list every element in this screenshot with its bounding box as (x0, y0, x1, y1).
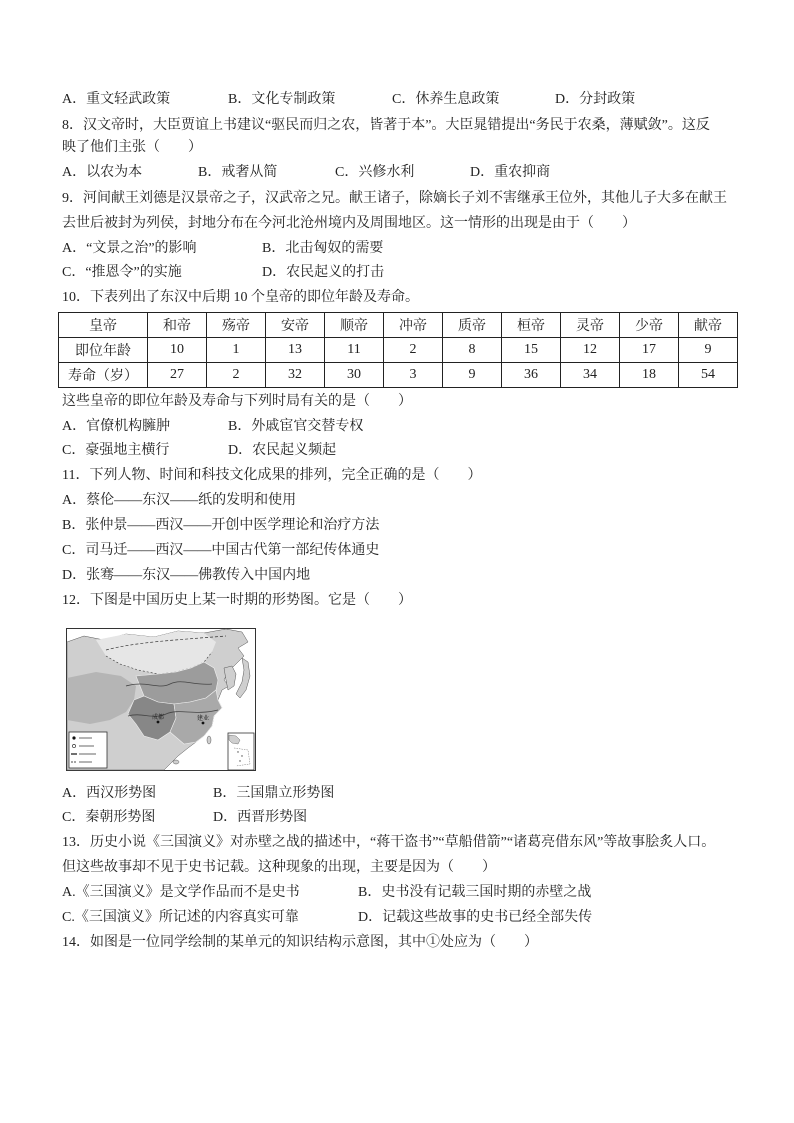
q13-option-d: D．记载这些故事的史书已经全部失传 (358, 910, 593, 925)
q12-options-cd (0, 809, 794, 827)
q10-prompt: 这些皇帝的即位年龄及寿命与下列时局有关的是（ ） (62, 394, 412, 409)
table-cell: 27 (148, 363, 207, 388)
q7-options (0, 91, 794, 109)
q13-stem-line-1: 13．历史小说《三国演义》对赤壁之战的描述中，“蒋干盗书”“草船借箭”“诸葛亮借东风”等故事脍炙人口。 (62, 835, 716, 850)
table-header-cell: 殇帝 (207, 313, 266, 338)
q10-option-a: A．官僚机构臃肿 (62, 419, 171, 434)
q7-option-d: D．分封政策 (555, 92, 636, 107)
table-header-cell: 灵帝 (561, 313, 620, 338)
table-cell: 11 (325, 338, 384, 363)
inset-island (241, 755, 242, 756)
table-header-row (59, 313, 738, 338)
map-label-jianye: 建业 (197, 715, 210, 722)
q8-option-d: D．重农抑商 (470, 165, 551, 180)
table-header-cell: 冲帝 (384, 313, 443, 338)
q8-stem-line-2: 映了他们主张（ ） (62, 140, 202, 155)
q10-option-c: C．豪强地主横行 (62, 443, 170, 458)
table-cell: 18 (620, 363, 679, 388)
q9-stem-line-2: 去世后被封为列侯，封地分布在今河北沧州境内及周围地区。这一情形的出现是由于（ ） (62, 216, 636, 231)
q11-stem: 11．下列人物、时间和科技文化成果的排列，完全正确的是（ ） (62, 468, 482, 483)
map-city-marker (157, 721, 160, 724)
q12-option-a: A．西汉形势图 (62, 786, 157, 801)
table-cell: 2 (384, 338, 443, 363)
table-cell: 2 (207, 363, 266, 388)
inset-island (237, 751, 238, 752)
table-cell: 寿命（岁） (59, 363, 148, 388)
table-cell: 9 (443, 363, 502, 388)
q9-options-ab (0, 240, 794, 258)
q8-options (0, 164, 794, 182)
q12-option-b: B．三国鼎立形势图 (213, 786, 335, 801)
map-city-marker (202, 722, 205, 725)
table-header-cell: 和帝 (148, 313, 207, 338)
table-header-cell: 少帝 (620, 313, 679, 338)
q10-option-d: D．农民起义频起 (228, 443, 337, 458)
table-cell: 15 (502, 338, 561, 363)
table-cell: 12 (561, 338, 620, 363)
q10-options-ab (0, 418, 794, 436)
q7-option-b: B．文化专制政策 (228, 92, 336, 107)
q12-option-d: D．西晋形势图 (213, 810, 308, 825)
table-header-cell: 安帝 (266, 313, 325, 338)
q10-options-cd (0, 442, 794, 460)
table-cell: 10 (148, 338, 207, 363)
map-legend (69, 732, 107, 768)
q10-option-b: B．外戚宦官交替专权 (228, 419, 364, 434)
table-header-cell: 皇帝 (59, 313, 148, 338)
q8-option-b: B．戒奢从简 (198, 165, 278, 180)
q10-stem: 10．下表列出了东汉中后期 10 个皇帝的即位年龄及寿命。 (62, 290, 419, 305)
table-header-cell: 顺帝 (325, 313, 384, 338)
table-header-cell: 献帝 (679, 313, 738, 338)
table-cell: 32 (266, 363, 325, 388)
table-cell: 30 (325, 363, 384, 388)
table-row-accession-age (59, 338, 738, 363)
table-cell: 17 (620, 338, 679, 363)
q11-option-c: C．司马迁——西汉——中国古代第一部纪传体通史 (62, 543, 380, 558)
q11-option-d: D．张骞——东汉——佛教传入中国内地 (62, 568, 311, 583)
q13-option-b: B．史书没有记载三国时期的赤壁之战 (358, 885, 592, 900)
q13-option-c: C.《三国演义》所记述的内容真实可靠 (62, 910, 299, 925)
q9-option-c: C．“推恩令”的实施 (62, 265, 182, 280)
table-cell: 9 (679, 338, 738, 363)
q12-stem: 12．下图是中国历史上某一时期的形势图。它是（ ） (62, 593, 412, 608)
emperor-table (58, 312, 738, 388)
table-cell: 54 (679, 363, 738, 388)
map-label-chengdu: 成都 (152, 714, 165, 721)
q8-option-a: A．以农为本 (62, 165, 143, 180)
q13-stem-line-2: 但这些故事却不见于史书记载。这种现象的出现，主要是因为（ ） (62, 860, 496, 875)
map-south-sea-inset (228, 733, 254, 770)
table-header-cell: 桓帝 (502, 313, 561, 338)
table-cell: 3 (384, 363, 443, 388)
map-taiwan-island (207, 736, 211, 744)
q11-option-a: A．蔡伦——东汉——纸的发明和使用 (62, 493, 297, 508)
q7-option-c: C．休养生息政策 (392, 92, 500, 107)
table-header-cell: 质帝 (443, 313, 502, 338)
historical-situation-map (66, 628, 256, 771)
inset-island (239, 760, 240, 761)
table-cell: 34 (561, 363, 620, 388)
q12-options-ab (0, 785, 794, 803)
q12-option-c: C．秦朝形势图 (62, 810, 156, 825)
q9-stem-line-1: 9．河间献王刘德是汉景帝之子，汉武帝之兄。献王诸子，除嫡长子刘不害继承王位外，其他儿子大多在献王 (62, 191, 727, 206)
q14-stem: 14．如图是一位同学绘制的某单元的知识结构示意图，其中①处应为（ ） (62, 935, 538, 950)
legend-capital-symbol (72, 736, 75, 739)
q8-stem-line-1: 8．汉文帝时，大臣贾谊上书建议“驱民而归之农，皆著于本”。大臣晁错提出“务民于农桑，薄赋敛”。这反 (62, 118, 710, 133)
q8-option-c: C．兴修水利 (335, 165, 415, 180)
q7-option-a: A．重文轻武政策 (62, 92, 171, 107)
q13-options-ab (0, 884, 794, 902)
map-hainan-island (173, 760, 179, 764)
table-row-lifespan (59, 363, 738, 388)
q9-option-a: A．“文景之治”的影响 (62, 241, 197, 256)
q9-option-d: D．农民起义的打击 (262, 265, 385, 280)
table-cell: 8 (443, 338, 502, 363)
table-cell: 36 (502, 363, 561, 388)
q11-option-b: B．张仲景——西汉——开创中医学理论和治疗方法 (62, 518, 380, 533)
q9-options-cd (0, 264, 794, 282)
table-cell: 1 (207, 338, 266, 363)
table-cell: 即位年龄 (59, 338, 148, 363)
q13-option-a: A.《三国演义》是文学作品而不是史书 (62, 885, 300, 900)
q13-options-cd (0, 909, 794, 927)
table-cell: 13 (266, 338, 325, 363)
q9-option-b: B．北击匈奴的需要 (262, 241, 384, 256)
